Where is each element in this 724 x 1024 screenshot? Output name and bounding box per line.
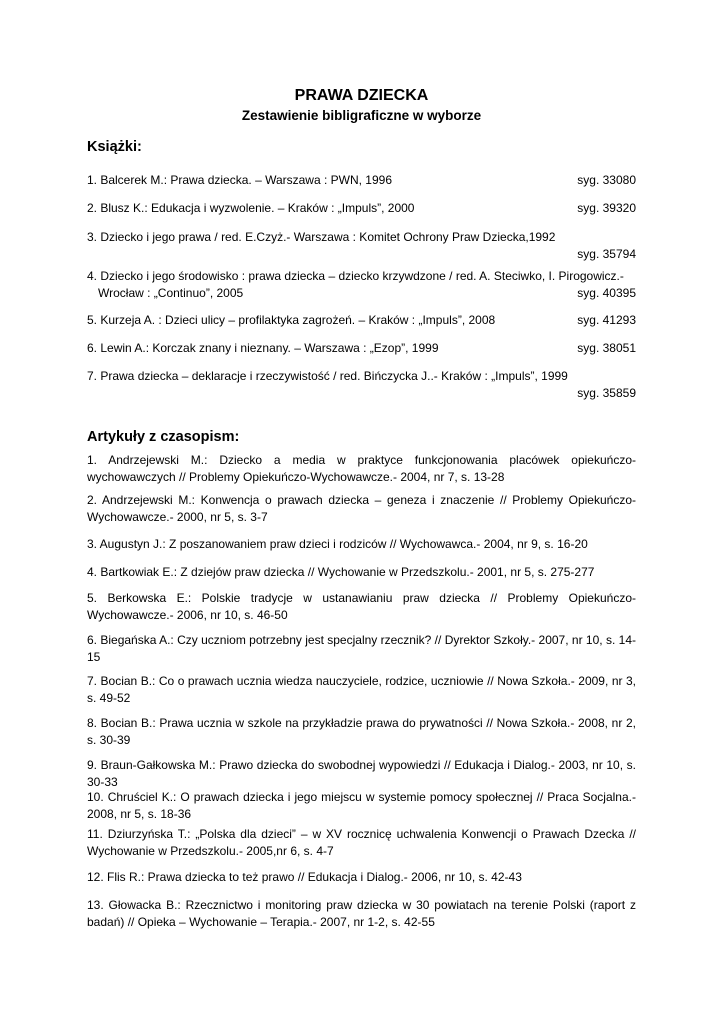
- document-title: PRAWA DZIECKA: [294, 87, 429, 104]
- book-entry-4: [87, 268, 636, 301]
- book-text-line-2: Wrocław : „Continuo”, 2005: [98, 285, 244, 300]
- book-text: 6. Lewin A.: Korczak znany i nieznany. – Warszawa : „Ezop”, 1999: [87, 341, 439, 355]
- article-entry-5: 5. Berkowska E.: Polskie tradycje w ustanawianiu praw dziecka // Problemy Opiekuńczo-Wychowawcze.- 2006, nr 10, s. 46-50: [87, 591, 636, 622]
- book-signature: syg. 39320: [577, 201, 636, 215]
- book-signature: syg. 35859: [577, 385, 636, 400]
- article-entry-13: 13. Głowacka B.: Rzecznictwo i monitoring praw dziecka w 30 powiatach na terenie Polski (raport z badań) // Opieka – Wychowanie – Terapia.- 2007, nr 1-2, s. 42-55: [87, 898, 636, 929]
- book-text: 5. Kurzeja A. : Dzieci ulicy – profilaktyka zagrożeń. – Kraków : „Impuls”, 2008: [87, 313, 496, 327]
- book-signature: syg. 33080: [577, 173, 636, 187]
- article-entry-12: 12. Flis R.: Prawa dziecka to też prawo // Edukacja i Dialog.- 2006, nr 10, s. 42-43: [87, 870, 522, 884]
- book-text: 7. Prawa dziecka – deklaracje i rzeczywistość / red. Bińczycka J..- Kraków : „Impuls”, 1999: [87, 369, 568, 383]
- book-text: 3. Dziecko i jego prawa / red. E.Czyż.- Warszawa : Komitet Ochrony Praw Dziecka,1992: [87, 230, 556, 244]
- article-entry-11: 11. Dziurzyńska T.: „Polska dla dzieci” – w XV rocznicę uchwalenia Konwencji o Prawach Dzecka // Wychowanie w Przedszkolu.- 2005,nr 6, s. 4-7: [87, 827, 636, 858]
- book-entry-1: [87, 172, 636, 189]
- book-entry-3: [87, 229, 636, 262]
- article-entry-9: 9. Braun-Gałkowska M.: Prawo dziecka do swobodnej wypowiedzi // Edukacja i Dialog.- 2003, nr 10, s. 30-33: [87, 758, 636, 789]
- article-entry-10: 10. Chruściel K.: O prawach dziecka i jego miejscu w systemie pomocy społecznej // Praca Socjalna.- 2008, nr 5, s. 18-36: [87, 790, 636, 821]
- article-entry-3: 3. Augustyn J.: Z poszanowaniem praw dzieci i rodziców // Wychowawca.- 2004, nr 9, s. 16-20: [87, 537, 588, 551]
- article-entry-6: 6. Biegańska A.: Czy uczniom potrzebny jest specjalny rzecznik? // Dyrektor Szkoły.- 2007, nr 10, s. 14-15: [87, 633, 636, 664]
- book-entry-7: [87, 368, 636, 401]
- article-entry-7: 7. Bocian B.: Co o prawach ucznia wiedza nauczyciele, rodzice, uczniowie // Nowa Szkoła.- 2009, nr 3, s. 49-52: [87, 674, 636, 705]
- book-entry-2: [87, 200, 636, 217]
- book-entry-6: [87, 340, 636, 357]
- book-signature: syg. 38051: [577, 341, 636, 355]
- article-entry-4: 4. Bartkowiak E.: Z dziejów praw dziecka // Wychowanie w Przedszkolu.- 2001, nr 5, s. 275-277: [87, 565, 595, 579]
- book-text: 2. Blusz K.: Edukacja i wyzwolenie. – Kraków : „Impuls”, 2000: [87, 201, 415, 215]
- article-entry-2: 2. Andrzejewski M.: Konwencja o prawach dziecka – geneza i znaczenie // Problemy Opiekuńczo-Wychowawcze.- 2000, nr 5, s. 3-7: [87, 493, 636, 524]
- article-entry-1: 1. Andrzejewski M.: Dziecko a media w praktyce funkcjonowania placówek opiekuńczo-wychowawczych // Problemy Opiekuńczo-Wychowawcze.- 2004, nr 7, s. 13-28: [87, 453, 636, 484]
- article-entry-8: 8. Bocian B.: Prawa ucznia w szkole na przykładzie prawa do prywatności // Nowa Szkoła.- 2008, nr 2, s. 30-39: [87, 716, 636, 747]
- book-entry-5: [87, 312, 636, 329]
- book-signature: syg. 35794: [577, 246, 636, 261]
- book-signature: syg. 40395: [577, 285, 636, 300]
- books-heading: Książki:: [87, 139, 142, 155]
- book-text-line-1: 4. Dziecko i jego środowisko : prawa dziecka – dziecko krzywdzone / red. A. Steciwko, I. Pirogowicz.-: [87, 269, 624, 283]
- articles-heading: Artykuły z czasopism:: [87, 429, 240, 445]
- book-signature: syg. 41293: [577, 313, 636, 327]
- book-text: 1. Balcerek M.: Prawa dziecka. – Warszawa : PWN, 1996: [87, 173, 392, 187]
- document-subtitle: Zestawienie bibligraficzne w wyborze: [241, 108, 482, 123]
